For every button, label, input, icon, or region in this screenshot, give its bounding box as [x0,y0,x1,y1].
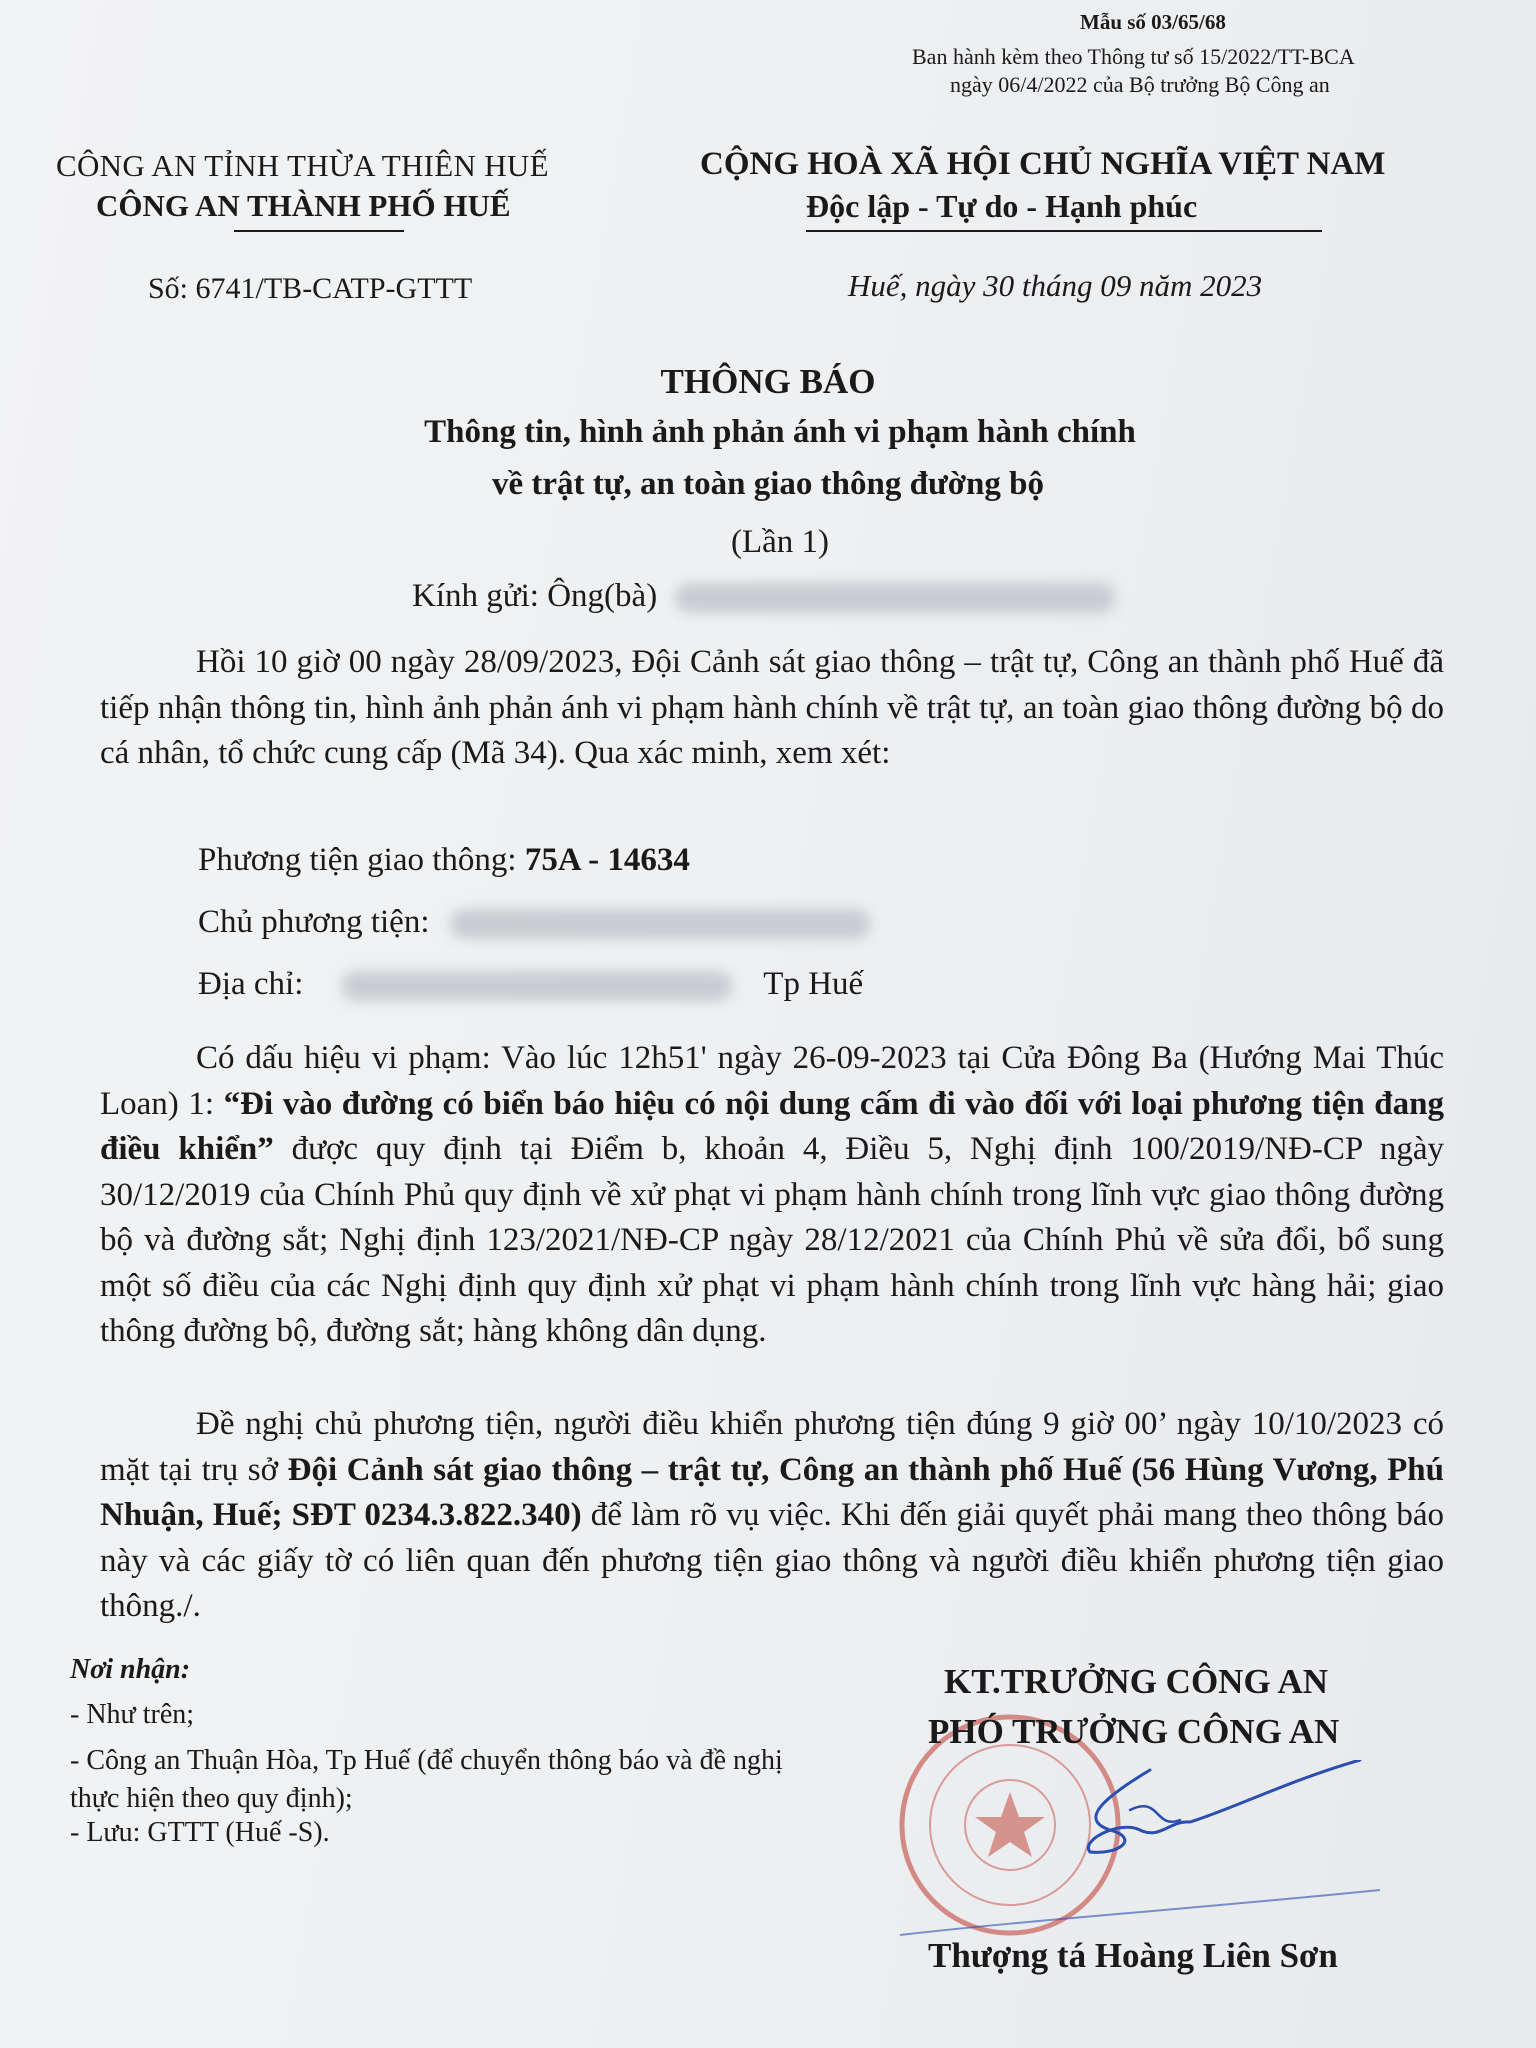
agency-parent: CÔNG AN TỈNH THỪA THIÊN HUẾ [56,148,549,183]
agency-underline [234,230,404,232]
recipient-item: - Như trên; [70,1699,195,1730]
violation-description: “Đi vào đường có biển báo hiệu có nội dung cấm đi vào đối với loại phương tiện đang điều khiển” [100,1085,1444,1167]
vehicle-field [198,842,690,879]
address-city: Tp Huế [763,966,864,1002]
recipient-line [412,578,1115,615]
form-issued-with: Ban hành kèm theo Thông tư số 15/2022/TT-BCA [912,44,1355,69]
signer-name: Thượng tá Hoàng Liên Sơn [928,1936,1338,1975]
document-subtitle-2: về trật tự, an toàn giao thông đường bộ [491,466,1044,502]
form-issued-date: ngày 06/4/2022 của Bộ trưởng Bộ Công an [950,72,1330,97]
address-field [198,966,863,1003]
recipient-item: - Lưu: GTTT (Huế -S). [70,1817,330,1848]
nation-title: CỘNG HOÀ XÃ HỘI CHỦ NGHĨA VIỆT NAM [700,146,1386,182]
notice-round: (Lần 1) [730,524,830,560]
recipient-label: Kính gửi: Ông(bà) [412,578,658,614]
document-number: Số: 6741/TB-CATP-GTTT [148,272,473,305]
redacted-name [675,583,1115,613]
form-number: Mẫu số 03/65/68 [1080,10,1226,34]
recipient-item: - Công an Thuận Hòa, Tp Huế (để chuyển thông báo và đề nghị thực hiện theo quy định); [70,1745,783,1814]
agency-name: CÔNG AN THÀNH PHỐ HUẾ [96,188,511,223]
redacted-address [342,971,732,1001]
place-date: Huế, ngày 30 tháng 09 năm 2023 [848,268,1263,303]
signature-title-1: KT.TRƯỞNG CÔNG AN [944,1662,1329,1701]
redacted-owner [450,909,870,939]
paragraph-request: Đề nghị chủ phương tiện, người điều khiển phương tiện đúng 9 giờ 00’ ngày 10/10/2023 có mặt tại trụ sở Đội Cảnh sát giao thông – trật tự, Công an thành phố Huế (56 Hùng Vương, Phú Nhuận, Huế; SĐT 0234.3.822.340) để làm rõ vụ việc. Khi đến giải quyết phải mang theo thông báo này và các giấy tờ có liên quan đến phương tiện giao thông và người điều khiển phương tiện giao thông./. [100,1406,1444,1624]
vehicle-label: Phương tiện giao thông: [198,842,525,878]
paragraph-intro: Hồi 10 giờ 00 ngày 28/09/2023, Đội Cảnh sát giao thông – trật tự, Công an thành phố Huế đã tiếp nhận thông tin, hình ảnh phản ánh vi phạm hành chính về trật tự, an toàn giao thông đường bộ do cá nhân, tổ chức cung cấp (Mã 34). Qua xác minh, xem xét: [100,644,1444,771]
office-address: Đội Cảnh sát giao thông – trật tự, Công an thành phố Huế (56 Hùng Vương, Phú Nhuận, Huế; SĐT 0234.3.822.340) [100,1451,1444,1533]
handwritten-signature [1060,1760,1380,1880]
owner-label: Chủ phương tiện: [198,904,430,940]
motto-underline [806,230,1322,232]
document-title: THÔNG BÁO [660,362,876,401]
vehicle-plate: 75A - 14634 [524,842,690,878]
paragraph-violation: Có dấu hiệu vi phạm: Vào lúc 12h51' ngày 26-09-2023 tại Cửa Đông Ba (Hướng Mai Thúc Loan) 1: “Đi vào đường có biển báo hiệu có nội dung cấm đi vào đối với loại phương tiện đang điều khiển” được quy định tại Điểm b, khoản 4, Điều 5, Nghị định 100/2019/NĐ-CP ngày 30/12/2019 của Chính Phủ quy định về xử phạt vi phạm hành chính trong lĩnh vực giao thông đường bộ và đường sắt; Nghị định 123/2021/NĐ-CP ngày 28/12/2021 của Chính Phủ về sửa đổi, bổ sung một số điều của các Nghị định quy định xử phạt vi phạm hành chính trong lĩnh vực hàng hải; giao thông đường bộ, đường sắt; hàng không dân dụng. [100,1040,1444,1349]
recipients-heading: Nơi nhận: [70,1654,191,1685]
signature-title-2: PHÓ TRƯỞNG CÔNG AN [928,1712,1340,1751]
national-motto: Độc lập - Tự do - Hạnh phúc [806,188,1198,224]
address-label: Địa chỉ: [198,966,304,1002]
document-subtitle-1: Thông tin, hình ảnh phản ánh vi phạm hành chính [424,414,1136,450]
owner-field [198,904,870,941]
